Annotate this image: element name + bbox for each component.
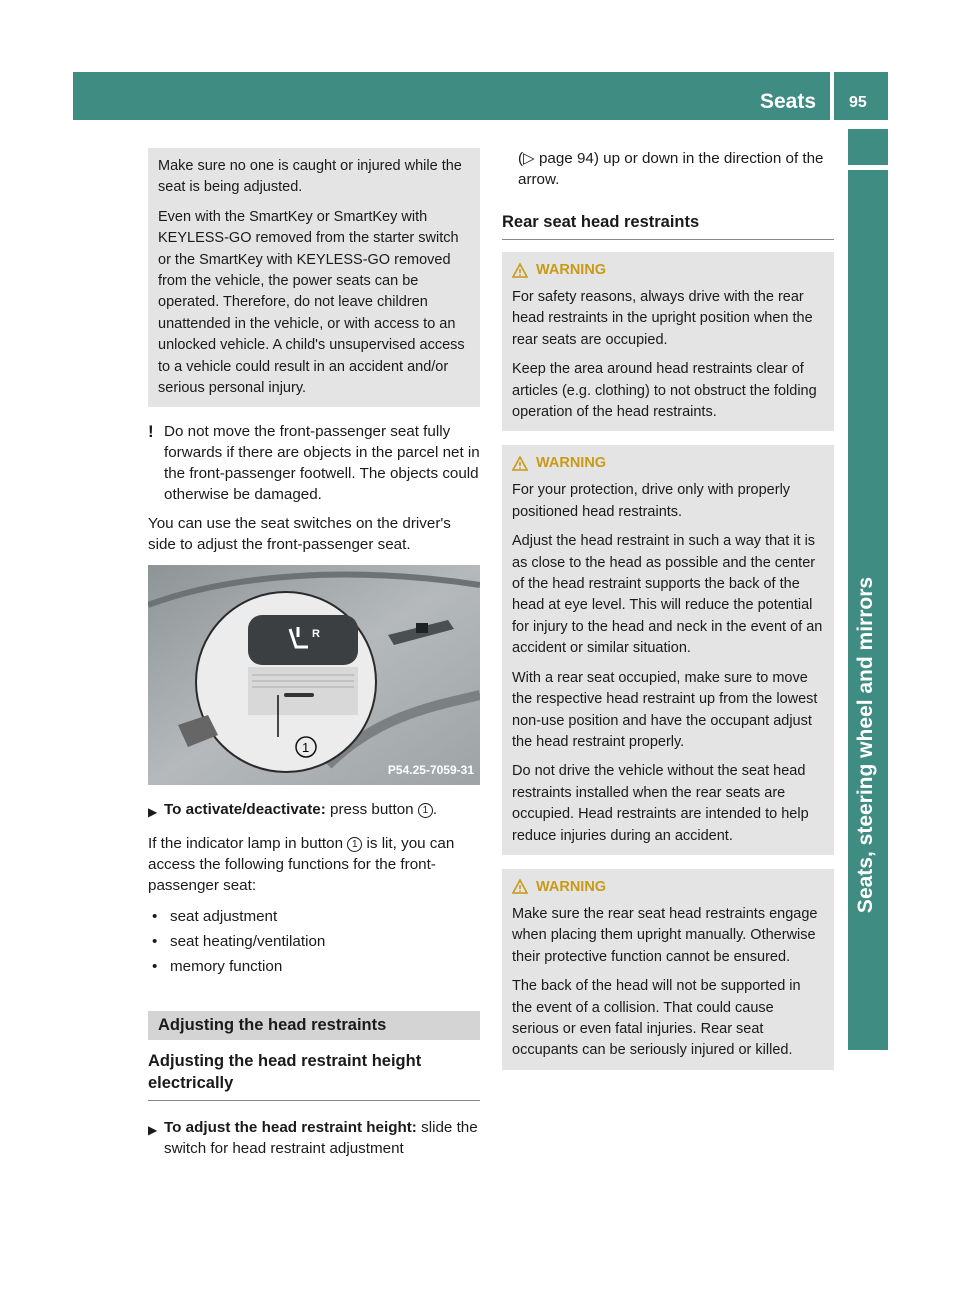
note-text: Do not move the front-passenger seat fully forwards if there are objects in the parcel net in the front-passenger footwell. The objects could otherwise be damaged. [164, 423, 480, 504]
warning-paragraph: For your protection, drive only with properly positioned head restraints. [512, 482, 791, 520]
warning-box [502, 252, 834, 431]
function-list [148, 906, 480, 977]
warning-paragraph: Adjust the head restraint in such a way that it is as close to the head as possible and the center of the head restraint supports the back of the head at eye level. This will reduce the potential for injury to the head and neck in the event of an accident or similar situation. [512, 533, 823, 657]
callout-ref: 1 [418, 803, 433, 818]
right-column [502, 148, 834, 1084]
arrow-icon: ▶ [148, 1123, 158, 1138]
action-label: To adjust the head restraint height: [164, 1119, 417, 1137]
warning-label: WARNING [536, 455, 607, 472]
left-column [148, 148, 480, 1169]
warning-paragraph: For safety reasons, always drive with the rear head restraints in the upright position when the rear seats are occupied. [512, 289, 813, 348]
warning-label: WARNING [536, 878, 607, 895]
seat-switch-illustration [148, 565, 480, 785]
action-text: slide the switch for head restraint adjustment [164, 1119, 478, 1158]
warning-icon [512, 879, 528, 895]
note [148, 421, 480, 505]
warning-paragraph: With a rear seat occupied, make sure to move the respective head restraint up from the lowest non-use position and have the occupant adjust the head restraint properly. [512, 669, 818, 750]
list-item: • seat adjustment [152, 908, 278, 926]
side-tab-marker [848, 129, 888, 165]
continued-text: (▷ page 94) up or down in the direction of the arrow. [518, 150, 824, 188]
figure-callout: 1 [302, 740, 310, 756]
seat-switch-figure [148, 565, 480, 785]
warning-icon [512, 263, 528, 279]
action-step: ▶ To activate/deactivate: press button 1 . [148, 799, 480, 823]
sub-heading: Adjusting the head restraint height electrically [148, 1040, 480, 1101]
action-text: press button [330, 801, 414, 819]
warning-label: WARNING [536, 262, 607, 278]
action-step [148, 1117, 480, 1159]
intro-paragraph: You can use the seat switches on the driver's side to adjust the front-passenger seat. [148, 515, 451, 554]
warning-paragraph: Do not drive the vehicle without the seat head restraints installed when the rear seats are occupied. Head restraints are intended to help reduce injuries during an accident. [512, 763, 809, 844]
list-item: • memory function [152, 958, 283, 976]
callout-ref: 1 [347, 837, 362, 852]
warning-box [502, 445, 834, 855]
section-heading: Adjusting the head restraints [148, 1011, 480, 1040]
header-bar [73, 72, 830, 120]
page-title: Seats [760, 90, 817, 113]
list-item: • seat heating/ventilation [152, 933, 326, 951]
warning-paragraph: Make sure the rear seat head restraints engage when placing them upright manually. Otherwise their protective function cannot be ensured. [512, 905, 818, 965]
warning-paragraph: Keep the area around head restraints clear of articles (e.g. clothing) to not obstruct the folding operation of the head restraints. [512, 361, 817, 421]
exclamation-icon: ! [148, 422, 154, 442]
rear-heading: Rear seat head restraints [502, 212, 834, 240]
warning-box [502, 869, 834, 1070]
warning-paragraph: The back of the head will not be supported in the event of a collision. That could cause serious or even fatal injuries. Rear seat occupants can be seriously injured or killed. [512, 978, 801, 1059]
page-number: 95 [849, 94, 867, 111]
indicator-paragraph: If the indicator lamp in button 1 is lit, you can access the following functions for the front-passenger seat: [148, 835, 455, 895]
warning-icon [512, 456, 528, 472]
info-paragraph: Even with the SmartKey or SmartKey with KEYLESS-GO removed from the starter switch or the SmartKey with KEYLESS-GO removed from the vehicle, the power seats can be operated. Therefore, do not leave children unattended in the vehicle, or with access to an unlocked vehicle. A child's unsupervised access to a vehicle could result in an accident and/or serious personal injury. [158, 208, 465, 397]
info-paragraph: Make sure no one is caught or injured while the seat is being adjusted. [158, 158, 462, 196]
arrow-icon: ▶ [148, 805, 158, 820]
figure-code: P54.25-7059-31 [387, 763, 474, 778]
action-label: To activate/deactivate: [164, 801, 326, 819]
svg-text:R: R [312, 628, 320, 641]
info-box [148, 148, 480, 407]
